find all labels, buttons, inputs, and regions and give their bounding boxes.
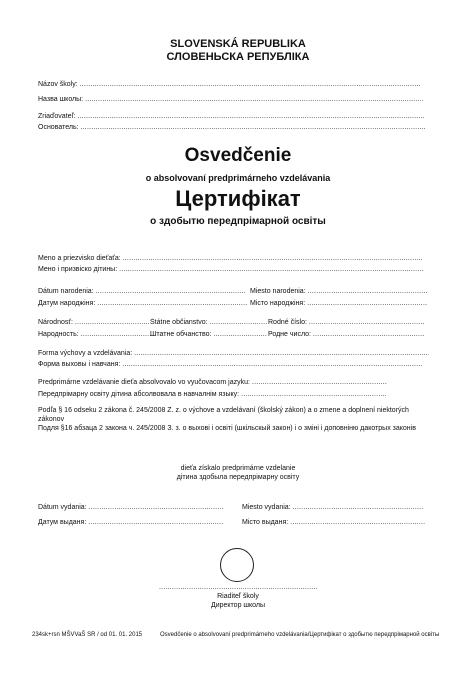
issue-place-sk-row <box>242 503 434 512</box>
school-name-sk-field[interactable] <box>80 80 420 89</box>
instruction-language-sk-row <box>38 378 433 387</box>
issue-place-ua-field[interactable] <box>290 518 425 527</box>
director-role-sk: Riaditeľ školy <box>217 593 259 600</box>
birth-place-sk-row <box>250 287 434 296</box>
issue-date-sk-label: Dátum vydania: <box>38 504 87 511</box>
education-form-sk-field[interactable] <box>134 349 429 358</box>
school-name-sk-label: Názov školy: <box>38 81 78 88</box>
instruction-language-ua-field[interactable] <box>241 390 386 399</box>
founder-ua-field[interactable] <box>81 123 426 132</box>
instruction-language-ua-label: Передпрімарну освіту дітина абсолвовала в навчалнім языку: <box>38 391 240 398</box>
birth-number-sk-label: Rodné číslo: <box>268 319 307 326</box>
founder-ua-label: Основатель: <box>38 124 79 131</box>
birth-place-sk-label: Miesto narodenia: <box>250 288 306 295</box>
birth-place-ua-row <box>250 299 434 308</box>
birth-place-ua-label: Місто народжіня: <box>250 300 306 307</box>
nationality-sk-field[interactable] <box>75 318 149 327</box>
issue-date-sk-row <box>38 503 238 512</box>
issue-place-sk-label: Miesto vydania: <box>242 504 291 511</box>
citizenship-sk-label: Štátne občianstvo: <box>150 319 208 326</box>
founder-ua-row <box>38 123 433 132</box>
issue-place-ua-label: Місто выданя: <box>242 519 289 526</box>
birth-date-sk-label: Dátum narodenia: <box>38 288 94 295</box>
legal-basis-sk: Podľa § 16 odseku 2 zákona č. 245/2008 Z. z. o výchove a vzdelávaní (školský zákon) a o zmene a doplnení niektorých zákonov <box>38 407 409 423</box>
school-name-ua-field[interactable] <box>85 95 423 104</box>
issue-date-ua-field[interactable] <box>88 518 223 527</box>
birth-date-sk-row <box>38 287 253 296</box>
birth-date-ua-row <box>38 299 253 308</box>
issue-date-ua-row <box>38 518 238 527</box>
nationality-ua-label: Народность: <box>38 331 79 338</box>
document-subtitle-ua: о здобытю передпрімарной освіты <box>150 216 326 227</box>
birth-number-ua-field[interactable] <box>313 330 425 339</box>
child-name-sk-field[interactable] <box>123 254 423 263</box>
school-name-sk-row <box>38 80 433 89</box>
citizenship-sk-field[interactable] <box>210 318 268 327</box>
education-form-ua-field[interactable] <box>122 360 422 369</box>
birth-date-ua-field[interactable] <box>97 299 247 308</box>
director-signature-field[interactable] <box>158 583 318 592</box>
birth-place-ua-field[interactable] <box>307 299 427 308</box>
birth-number-ua-row <box>268 330 434 339</box>
school-name-ua-row <box>38 95 433 104</box>
citizenship-sk-row <box>150 318 270 327</box>
education-form-ua-row <box>38 360 433 369</box>
instruction-language-ua-row <box>38 390 433 399</box>
birth-number-sk-row <box>268 318 434 327</box>
child-name-ua-field[interactable] <box>119 265 424 274</box>
education-form-ua-label: Форма выховы і навчаня: <box>38 361 121 368</box>
country-name-ua: СЛОВЕНЬСКА РЕПУБЛІКА <box>166 51 310 63</box>
issue-date-sk-field[interactable] <box>89 503 224 512</box>
statement-sk: dieťa získalo predprimárne vzdelanie <box>180 465 296 472</box>
education-form-sk-label: Forma výchovy a vzdelávania: <box>38 350 133 357</box>
legal-basis-ua: Подля §16 абзаца 2 закона ч. 245/2008 З. з. о выхові і освіті (шкільскый закон) і о зміні і доповніню дакотрых законів <box>38 425 416 432</box>
founder-sk-row <box>38 112 433 121</box>
statement-ua: дітина здобыла передпрімарну освіту <box>176 474 300 481</box>
issue-date-ua-label: Датум выданя: <box>38 519 87 526</box>
nationality-sk-label: Národnosť: <box>38 319 73 326</box>
issue-place-ua-row <box>242 518 434 527</box>
child-name-sk-row <box>38 254 433 263</box>
form-code: 234sk+rsn MŠVVaŠ SR / od 01. 01. 2015 <box>32 632 143 638</box>
birth-number-ua-label: Родне число: <box>268 331 311 338</box>
child-name-sk-label: Meno a priezvisko dieťaťa: <box>38 255 121 262</box>
instruction-language-sk-label: Predprimárne vzdelávanie dieťa absolvovalo vo vyučovacom jazyku: <box>38 379 250 386</box>
birth-number-sk-field[interactable] <box>309 318 424 327</box>
nationality-ua-row <box>38 330 153 339</box>
nationality-sk-row <box>38 318 153 327</box>
child-name-ua-label: Мено і призвіско дітины: <box>38 266 118 273</box>
founder-sk-label: Zriaďovateľ: <box>38 113 76 120</box>
document-subtitle-sk: o absolvovaní predprimárneho vzdelávania <box>145 173 331 183</box>
stamp-circle <box>220 548 254 582</box>
instruction-language-sk-field[interactable] <box>252 378 387 387</box>
birth-date-ua-label: Датум народжіня: <box>38 300 96 307</box>
nationality-ua-field[interactable] <box>81 330 151 339</box>
founder-sk-field[interactable] <box>77 112 425 121</box>
child-name-ua-row <box>38 265 433 274</box>
citizenship-ua-row <box>150 330 270 339</box>
birth-place-sk-field[interactable] <box>308 287 428 296</box>
document-title-ua: Цертифікат <box>175 186 301 211</box>
education-form-sk-row <box>38 349 433 358</box>
citizenship-ua-label: Штатне обчанство: <box>150 331 212 338</box>
citizenship-ua-field[interactable] <box>213 330 267 339</box>
footer-document-name: Osvedčenie o absolvovaní predprimárneho vzdelávania/Цертифікат о здобытю передпрімарной освіты <box>160 632 440 638</box>
document-title-sk: Osvedčenie <box>184 145 292 166</box>
country-name-sk: SLOVENSKÁ REPUBLIKA <box>170 38 306 50</box>
director-role-ua: Директор школы <box>210 602 266 609</box>
school-name-ua-label: Назва школы: <box>38 96 84 103</box>
birth-date-sk-field[interactable] <box>96 287 246 296</box>
issue-place-sk-field[interactable] <box>293 503 423 512</box>
